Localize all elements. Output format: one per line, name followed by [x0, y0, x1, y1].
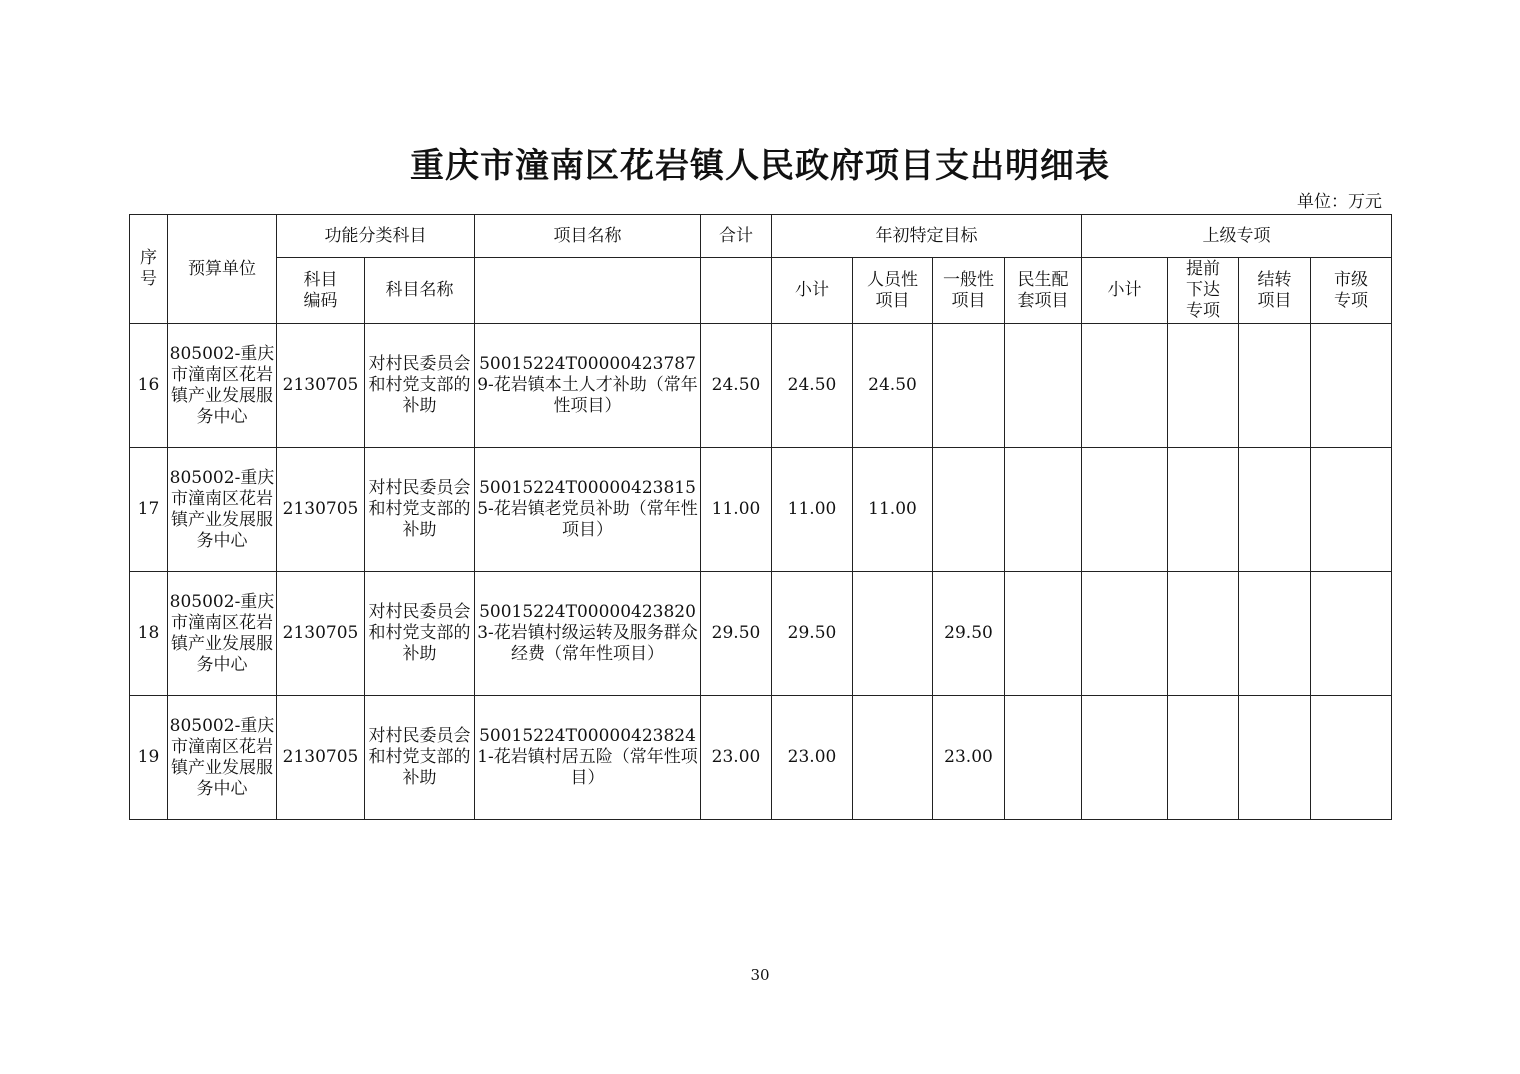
header-personnel: 人员性项目: [853, 258, 933, 324]
cell-annual-subtotal: 11.00: [772, 448, 853, 572]
cell-general: 23.00: [933, 696, 1005, 820]
table-row: [130, 696, 1392, 820]
header-budget-unit: 预算单位: [168, 215, 277, 324]
cell-subject-code: 2130705: [277, 572, 365, 696]
cell-livelihood: [1005, 324, 1082, 448]
cell-subject-code: 2130705: [277, 448, 365, 572]
header-superior-subtotal: 小计: [1082, 258, 1168, 324]
cell-total: 11.00: [701, 448, 772, 572]
cell-total: 24.50: [701, 324, 772, 448]
cell-total: 23.00: [701, 696, 772, 820]
table-row: [130, 448, 1392, 572]
unit-label: 单位：万元: [1297, 192, 1382, 212]
header-livelihood: 民生配套项目: [1005, 258, 1082, 324]
cell-personnel: 24.50: [853, 324, 933, 448]
cell-carryover: [1239, 572, 1311, 696]
cell-subject-code: 2130705: [277, 324, 365, 448]
cell-project-name: 50015224T000004238155-花岩镇老党员补助（常年性项目）: [475, 448, 701, 572]
header-seq: 序号: [130, 215, 168, 324]
cell-subject-name: 对村民委员会和村党支部的补助: [365, 324, 475, 448]
cell-superior-subtotal: [1082, 324, 1168, 448]
cell-budget-unit: 805002-重庆市潼南区花岩镇产业发展服务中心: [168, 448, 277, 572]
cell-seq: 19: [130, 696, 168, 820]
cell-superior-subtotal: [1082, 448, 1168, 572]
header-row-1: [130, 215, 1392, 258]
cell-personnel: [853, 696, 933, 820]
page-number: 30: [750, 966, 770, 984]
cell-budget-unit: 805002-重庆市潼南区花岩镇产业发展服务中心: [168, 572, 277, 696]
cell-annual-subtotal: 24.50: [772, 324, 853, 448]
header-project-name: 项目名称: [475, 215, 701, 258]
cell-general: 29.50: [933, 572, 1005, 696]
cell-advance: [1168, 696, 1239, 820]
cell-subject-name: 对村民委员会和村党支部的补助: [365, 696, 475, 820]
project-expenditure-table: [129, 214, 1392, 820]
cell-carryover: [1239, 696, 1311, 820]
cell-city: [1311, 448, 1392, 572]
cell-city: [1311, 572, 1392, 696]
header-row-2: [130, 258, 1392, 324]
cell-livelihood: [1005, 572, 1082, 696]
header-subject-name: 科目名称: [365, 258, 475, 324]
header-func-category: 功能分类科目: [277, 215, 475, 258]
cell-total: 29.50: [701, 572, 772, 696]
cell-carryover: [1239, 448, 1311, 572]
header-city: 市级专项: [1311, 258, 1392, 324]
cell-city: [1311, 324, 1392, 448]
cell-advance: [1168, 572, 1239, 696]
header-carryover: 结转项目: [1239, 258, 1311, 324]
cell-project-name: 50015224T000004237879-花岩镇本土人才补助（常年性项目）: [475, 324, 701, 448]
cell-subject-name: 对村民委员会和村党支部的补助: [365, 448, 475, 572]
cell-seq: 16: [130, 324, 168, 448]
cell-budget-unit: 805002-重庆市潼南区花岩镇产业发展服务中心: [168, 324, 277, 448]
header-subject-code: 科目编码: [277, 258, 365, 324]
header-annual-target: 年初特定目标: [772, 215, 1082, 258]
cell-subject-code: 2130705: [277, 696, 365, 820]
cell-personnel: 11.00: [853, 448, 933, 572]
cell-project-name: 50015224T000004238203-花岩镇村级运转及服务群众经费（常年性项目）: [475, 572, 701, 696]
table-row: [130, 572, 1392, 696]
header-total-sub: [701, 258, 772, 324]
cell-advance: [1168, 448, 1239, 572]
cell-budget-unit: 805002-重庆市潼南区花岩镇产业发展服务中心: [168, 696, 277, 820]
cell-superior-subtotal: [1082, 572, 1168, 696]
cell-seq: 17: [130, 448, 168, 572]
header-annual-subtotal: 小计: [772, 258, 853, 324]
header-superior: 上级专项: [1082, 215, 1392, 258]
cell-livelihood: [1005, 448, 1082, 572]
header-project-name-sub: [475, 258, 701, 324]
cell-livelihood: [1005, 696, 1082, 820]
cell-annual-subtotal: 23.00: [772, 696, 853, 820]
cell-general: [933, 448, 1005, 572]
table-row: [130, 324, 1392, 448]
cell-superior-subtotal: [1082, 696, 1168, 820]
page-title: 重庆市潼南区花岩镇人民政府项目支出明细表: [410, 146, 1110, 186]
cell-city: [1311, 696, 1392, 820]
header-advance: 提前下达专项: [1168, 258, 1239, 324]
cell-personnel: [853, 572, 933, 696]
cell-general: [933, 324, 1005, 448]
header-total: 合计: [701, 215, 772, 258]
cell-subject-name: 对村民委员会和村党支部的补助: [365, 572, 475, 696]
cell-carryover: [1239, 324, 1311, 448]
cell-project-name: 50015224T000004238241-花岩镇村居五险（常年性项目）: [475, 696, 701, 820]
cell-advance: [1168, 324, 1239, 448]
header-general: 一般性项目: [933, 258, 1005, 324]
cell-seq: 18: [130, 572, 168, 696]
cell-annual-subtotal: 29.50: [772, 572, 853, 696]
